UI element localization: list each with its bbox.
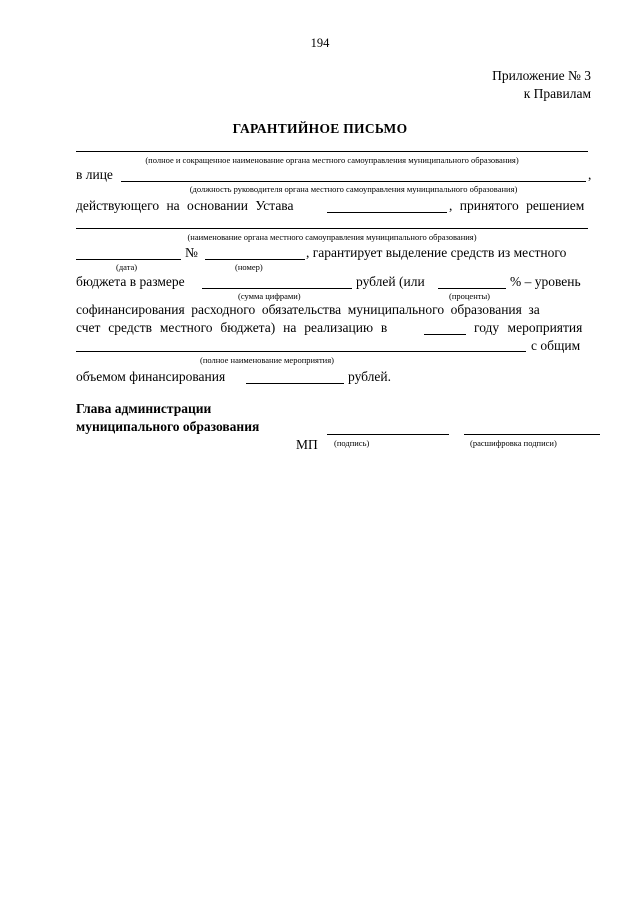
signature-decoding-caption: (расшифровка подписи) [470,438,557,448]
seal-label: МП [296,437,318,452]
number-sign: № [185,245,198,260]
page-number: 194 [310,36,330,50]
adopted-decision-text: , принятого решением [449,198,585,213]
signature-decoding-line[interactable] [464,434,600,435]
expense-text-b: году мероприятия [474,320,583,335]
authority-name-caption: (наименование органа местного самоуправления муниципального образования) [187,232,477,242]
head-title-line-2: муниципального образования [76,419,260,434]
financing-volume-label: объемом финансирования [76,369,226,384]
head-title-line-1: Глава администрации [76,401,212,416]
head-position-line[interactable] [121,181,586,182]
cofinancing-text: софинансирования расходного обязательства муниципального образования за [76,302,540,317]
rubles-or-text: рублей (или [356,274,425,289]
percent-level-text: % – уровень [510,274,581,289]
document-title: ГАРАНТИЙНОЕ ПИСЬМО [232,121,408,136]
percent-caption: (проценты) [449,291,491,301]
expense-text-a: счет средств местного бюджета) на реализацию в [76,320,388,335]
authority-name-line[interactable] [76,228,588,229]
event-name-line[interactable] [76,351,526,352]
guarantees-text: , гарантирует выделение средств из местного [306,245,567,260]
org-name-line[interactable] [76,151,588,152]
org-name-caption: (полное и сокращенное наименование органа местного самоуправления муниципального образования) [145,155,519,165]
signature-caption: (подпись) [334,438,370,448]
budget-amount-label: бюджета в размере [76,274,185,289]
sum-digits-line[interactable] [202,288,352,289]
event-name-caption: (полное наименование мероприятия) [200,355,334,365]
sum-digits-caption: (сумма цифрами) [238,291,301,301]
appendix-line-2: к Правилам [523,86,591,101]
with-total-text: с общим [531,338,581,353]
in-person-label: в лице [76,167,113,182]
date-line[interactable] [76,259,181,260]
rubles-end-text: рублей. [348,369,392,384]
charter-line[interactable] [327,212,447,213]
number-caption: (номер) [235,262,263,272]
year-line[interactable] [424,334,466,335]
acting-basis-text: действующего на основании Устава [76,198,294,213]
financing-volume-line[interactable] [246,383,344,384]
head-position-caption: (должность руководителя органа местного самоуправления муниципального образования) [189,184,518,194]
signature-line[interactable] [327,434,449,435]
percent-line[interactable] [438,288,506,289]
date-caption: (дата) [116,262,138,272]
number-line[interactable] [205,259,305,260]
appendix-line-1: Приложение № 3 [492,68,591,83]
comma-mark: , [588,167,592,182]
